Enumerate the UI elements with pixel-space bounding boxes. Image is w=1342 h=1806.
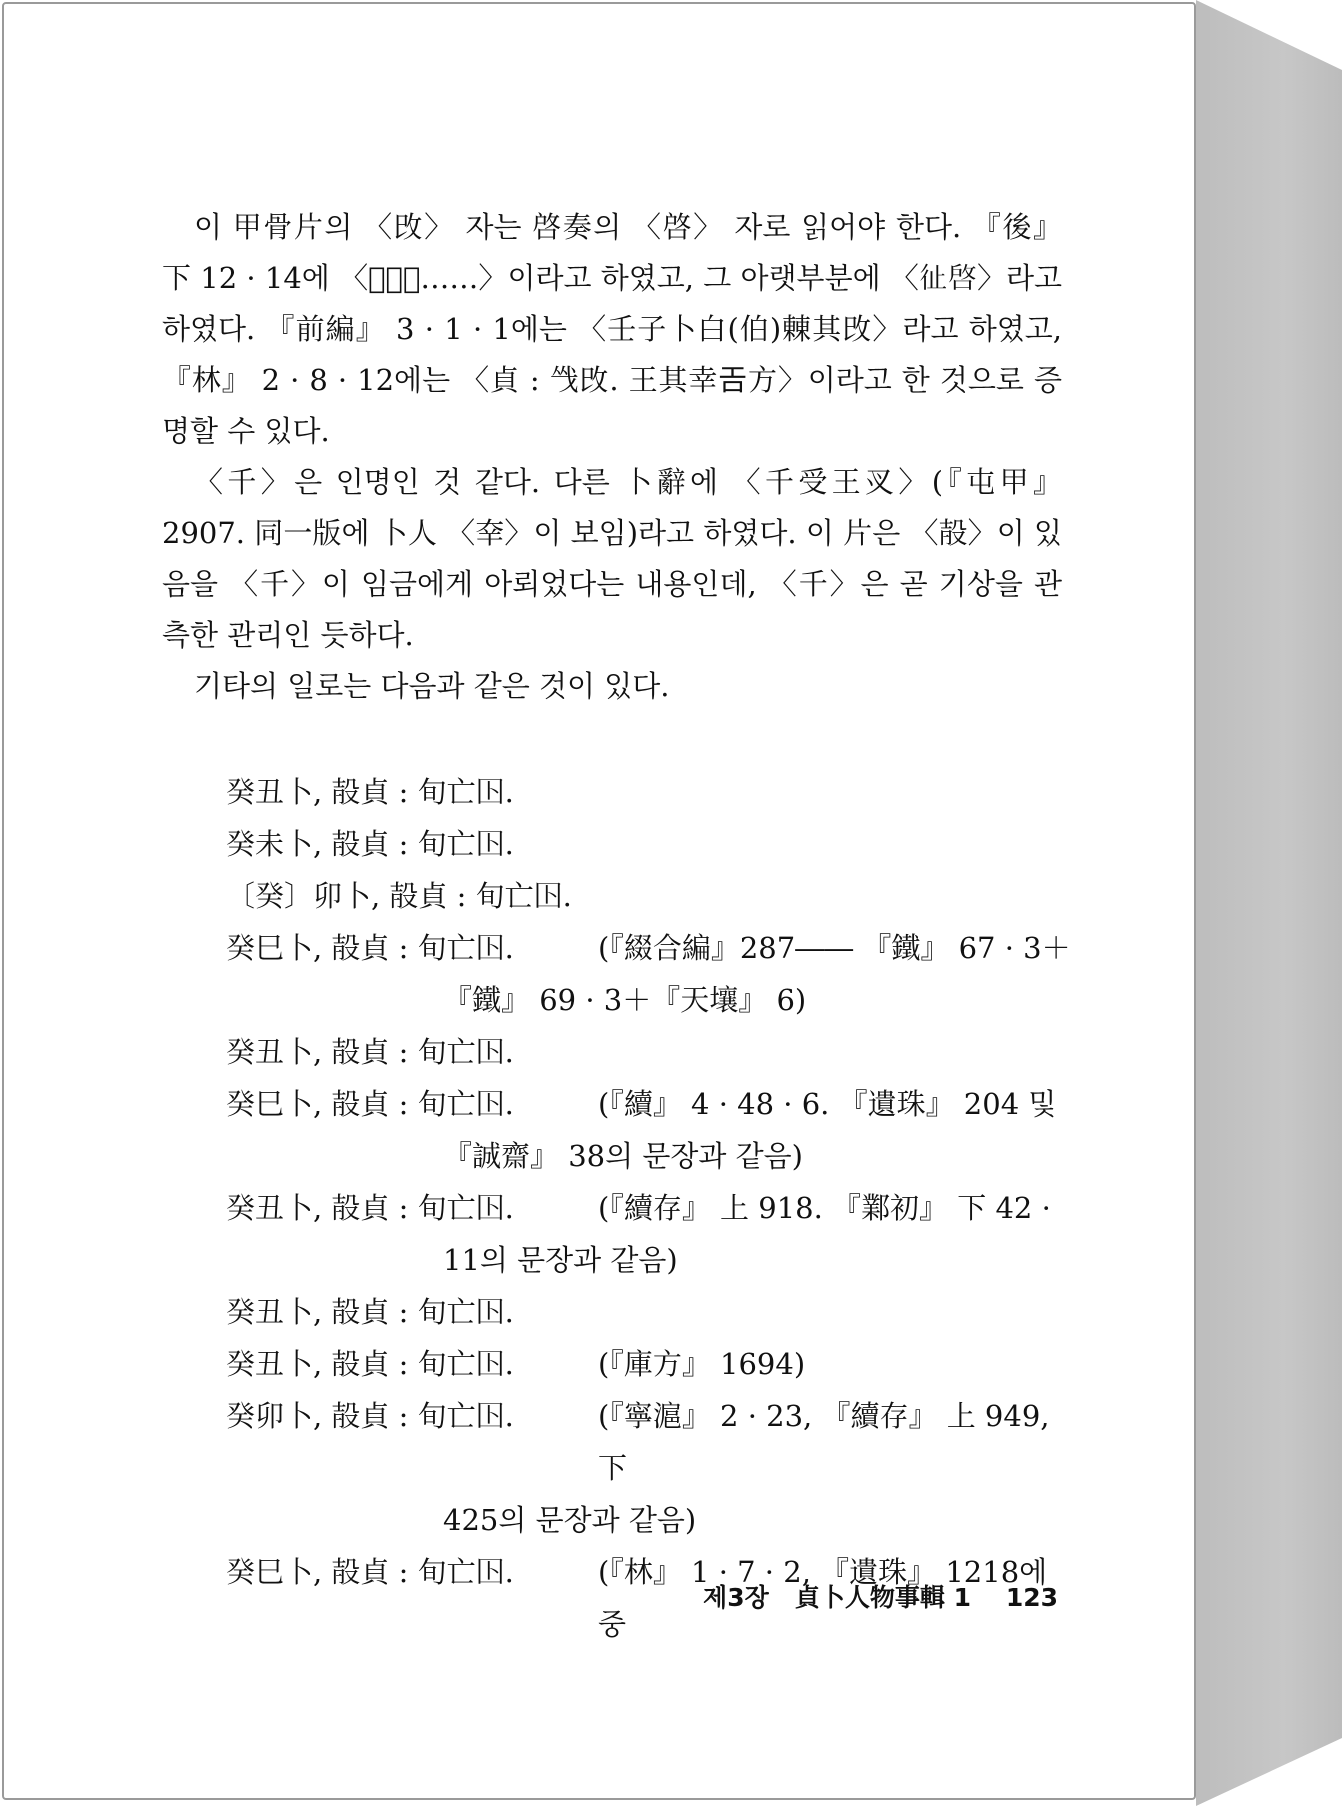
inscription-entry bbox=[226, 1078, 1086, 1130]
source-citation-continued: 『鐵』 69 · 3＋『天壤』 6) bbox=[443, 983, 807, 1017]
source-citation-continued: 11의 문장과 같음) bbox=[443, 1243, 678, 1277]
inscription-entry bbox=[226, 1286, 1086, 1338]
inscription-text: 癸丑卜, 㱿貞 : 旬亡𡆥. bbox=[226, 1295, 514, 1329]
inscription-text: 癸巳卜, 㱿貞 : 旬亡𡆥. bbox=[226, 931, 514, 965]
inscription-entry bbox=[226, 870, 1086, 922]
chapter-label: 제3장 bbox=[703, 1583, 769, 1612]
inscription-entry bbox=[226, 1390, 1086, 1494]
source-citation: (『續存』 上 918. 『鄴初』 下 42 · bbox=[598, 1191, 1051, 1225]
inscription-text: 〔癸〕卯卜, 㱿貞 : 旬亡𡆥. bbox=[226, 879, 572, 913]
source-citation: (『林』 1 · 7 · 2, 『遺珠』 1218에 중 bbox=[598, 1555, 1048, 1641]
book-page bbox=[2, 2, 1196, 1800]
inscription-list bbox=[226, 766, 1086, 1650]
inscription-text: 癸丑卜, 㱿貞 : 旬亡𡆥. bbox=[226, 775, 514, 809]
inscription-text: 癸丑卜, 㱿貞 : 旬亡𡆥. bbox=[226, 1035, 514, 1069]
paragraph-3: 기타의 일로는 다음과 같은 것이 있다. bbox=[194, 669, 670, 703]
inscription-text: 癸丑卜, 㱿貞 : 旬亡𡆥. bbox=[226, 1347, 514, 1381]
inscription-entry bbox=[226, 1338, 1086, 1390]
inscription-entry bbox=[226, 818, 1086, 870]
source-citation-continued: 425의 문장과 같음) bbox=[443, 1503, 697, 1537]
inscription-entry bbox=[226, 922, 1086, 974]
source-citation-continued: 『誠齋』 38의 문장과 같음) bbox=[443, 1139, 803, 1173]
inscription-text: 癸丑卜, 㱿貞 : 旬亡𡆥. bbox=[226, 1191, 514, 1225]
body-text bbox=[162, 202, 1062, 712]
source-citation: (『寧滬』 2 · 23, 『續存』 上 949, 下 bbox=[598, 1399, 1050, 1485]
inscription-entry bbox=[226, 1026, 1086, 1078]
inscription-text: 癸巳卜, 㱿貞 : 旬亡𡆥. bbox=[226, 1087, 514, 1121]
source-citation: (『續』 4 · 48 · 6. 『遺珠』 204 및 bbox=[598, 1087, 1057, 1121]
book-page-edge bbox=[1196, 0, 1342, 1806]
inscription-text: 癸巳卜, 㱿貞 : 旬亡𡆥. bbox=[226, 1555, 514, 1589]
paragraph-1: 이 甲骨片의 〈攺〉 자는 啓奏의 〈啓〉 자로 읽어야 한다. 『後』 下 12 · 14에 〈𢼸爯冊……〉이라고 하였고, 그 아랫부분에 〈𢓊啓〉라고 하였다. 『前編』 3 · 1 · 1에는 〈壬子卜白(伯)㯥其攺〉라고 하였고, 『林』 2 · 8 · 12에는 〈貞 : 㦰攺. 王其幸𢀛方〉이라고 한 것으로 증명할 수 있다. bbox=[162, 210, 1062, 448]
inscription-entry bbox=[226, 1182, 1086, 1234]
page-number: 123 bbox=[1005, 1583, 1058, 1612]
page-footer bbox=[703, 1578, 1058, 1614]
source-citation: (『庫方』 1694) bbox=[598, 1347, 806, 1381]
source-citation: (『綴合編』287―― 『鐵』 67 · 3＋ bbox=[598, 931, 1071, 965]
chapter-title: 貞卜人物事輯 1 bbox=[794, 1583, 971, 1612]
paragraph-2: 〈千〉은 인명인 것 같다. 다른 卜辭에 〈千受王㕚〉(『屯甲』 2907. 同一版에 卜人 〈㚔〉이 보임)라고 하였다. 이 片은 〈㱿〉이 있음을 〈千〉이 임금에게 아뢰었다는 내용인데, 〈千〉은 곧 기상을 관측한 관리인 듯하다. bbox=[162, 465, 1062, 652]
inscription-entry bbox=[226, 766, 1086, 818]
inscription-text: 癸未卜, 㱿貞 : 旬亡𡆥. bbox=[226, 827, 514, 861]
inscription-text: 癸卯卜, 㱿貞 : 旬亡𡆥. bbox=[226, 1399, 514, 1433]
